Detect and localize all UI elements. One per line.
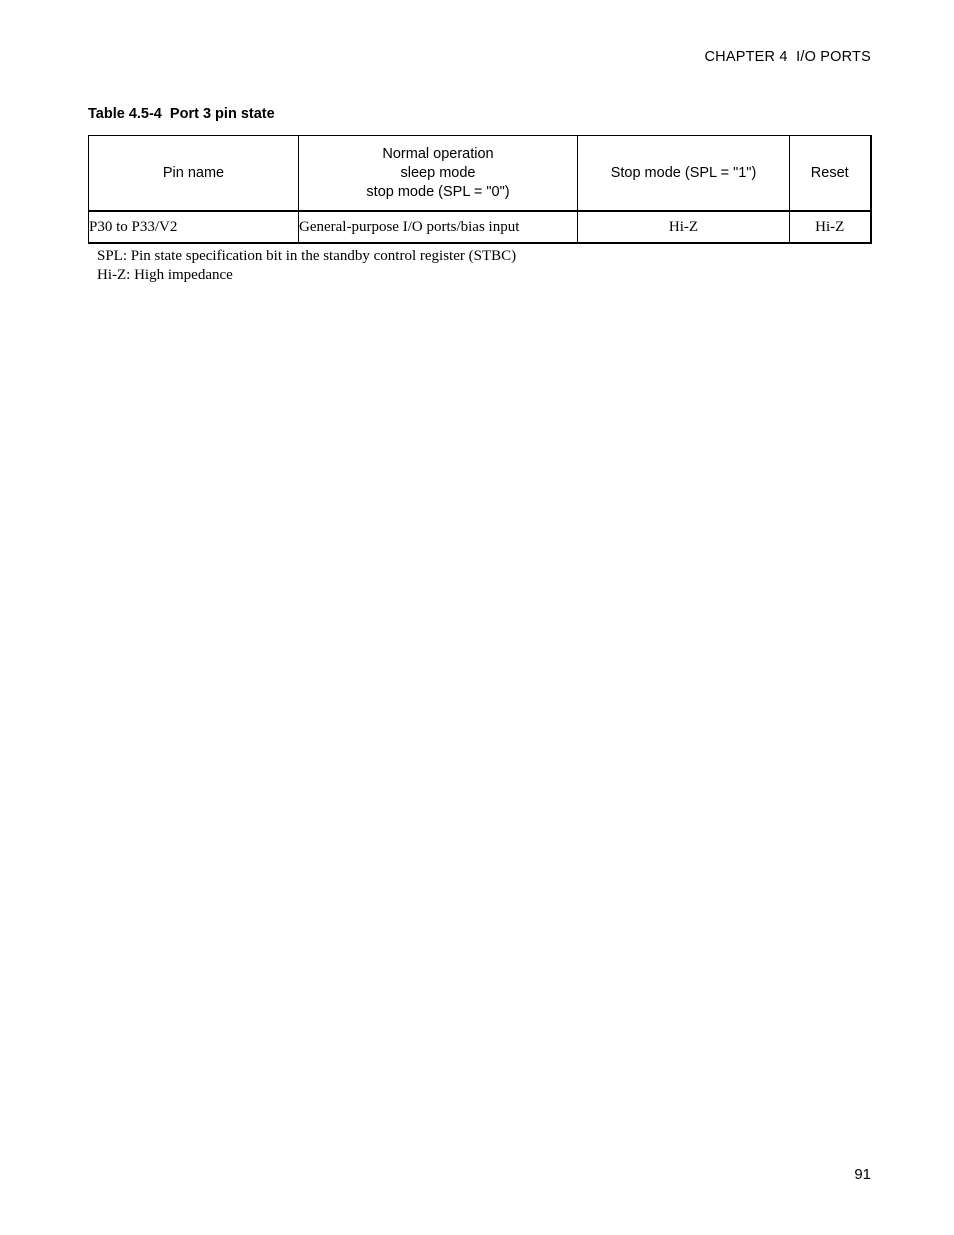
header-line: Reset (810, 164, 849, 181)
port3-pin-state-table (88, 135, 872, 244)
cell-normal-operation-state: General-purpose I/O ports/bias input (299, 211, 578, 243)
cell-pin-name: P30 to P33/V2 (89, 211, 299, 243)
note-spl: SPL: Pin state specification bit in the standby control register (STBC) (97, 248, 517, 264)
page-number: 91 (854, 1166, 871, 1183)
header-line: Normal operation (382, 145, 494, 162)
column-header-stop-mode-spl1 (578, 136, 790, 212)
cell-reset-state: Hi-Z (790, 211, 871, 243)
column-header-normal-sleep-stop (299, 136, 578, 212)
note-hi-z: Hi-Z: High impedance (97, 266, 233, 283)
column-header-reset (790, 136, 871, 212)
table-caption: Table 4.5-4 Port 3 pin state (88, 106, 275, 122)
table-header-row (89, 136, 871, 212)
column-header-pin-name (89, 136, 299, 212)
running-header: CHAPTER 4 I/O PORTS (704, 49, 871, 65)
table-row (89, 211, 871, 243)
header-line: sleep mode (400, 164, 476, 181)
table-notes (97, 247, 516, 284)
header-line: Pin name (162, 164, 225, 181)
header-line: Stop mode (SPL = "1") (610, 164, 757, 181)
header-line: stop mode (SPL = "0") (366, 183, 510, 200)
cell-stop-mode-state: Hi-Z (578, 211, 790, 243)
